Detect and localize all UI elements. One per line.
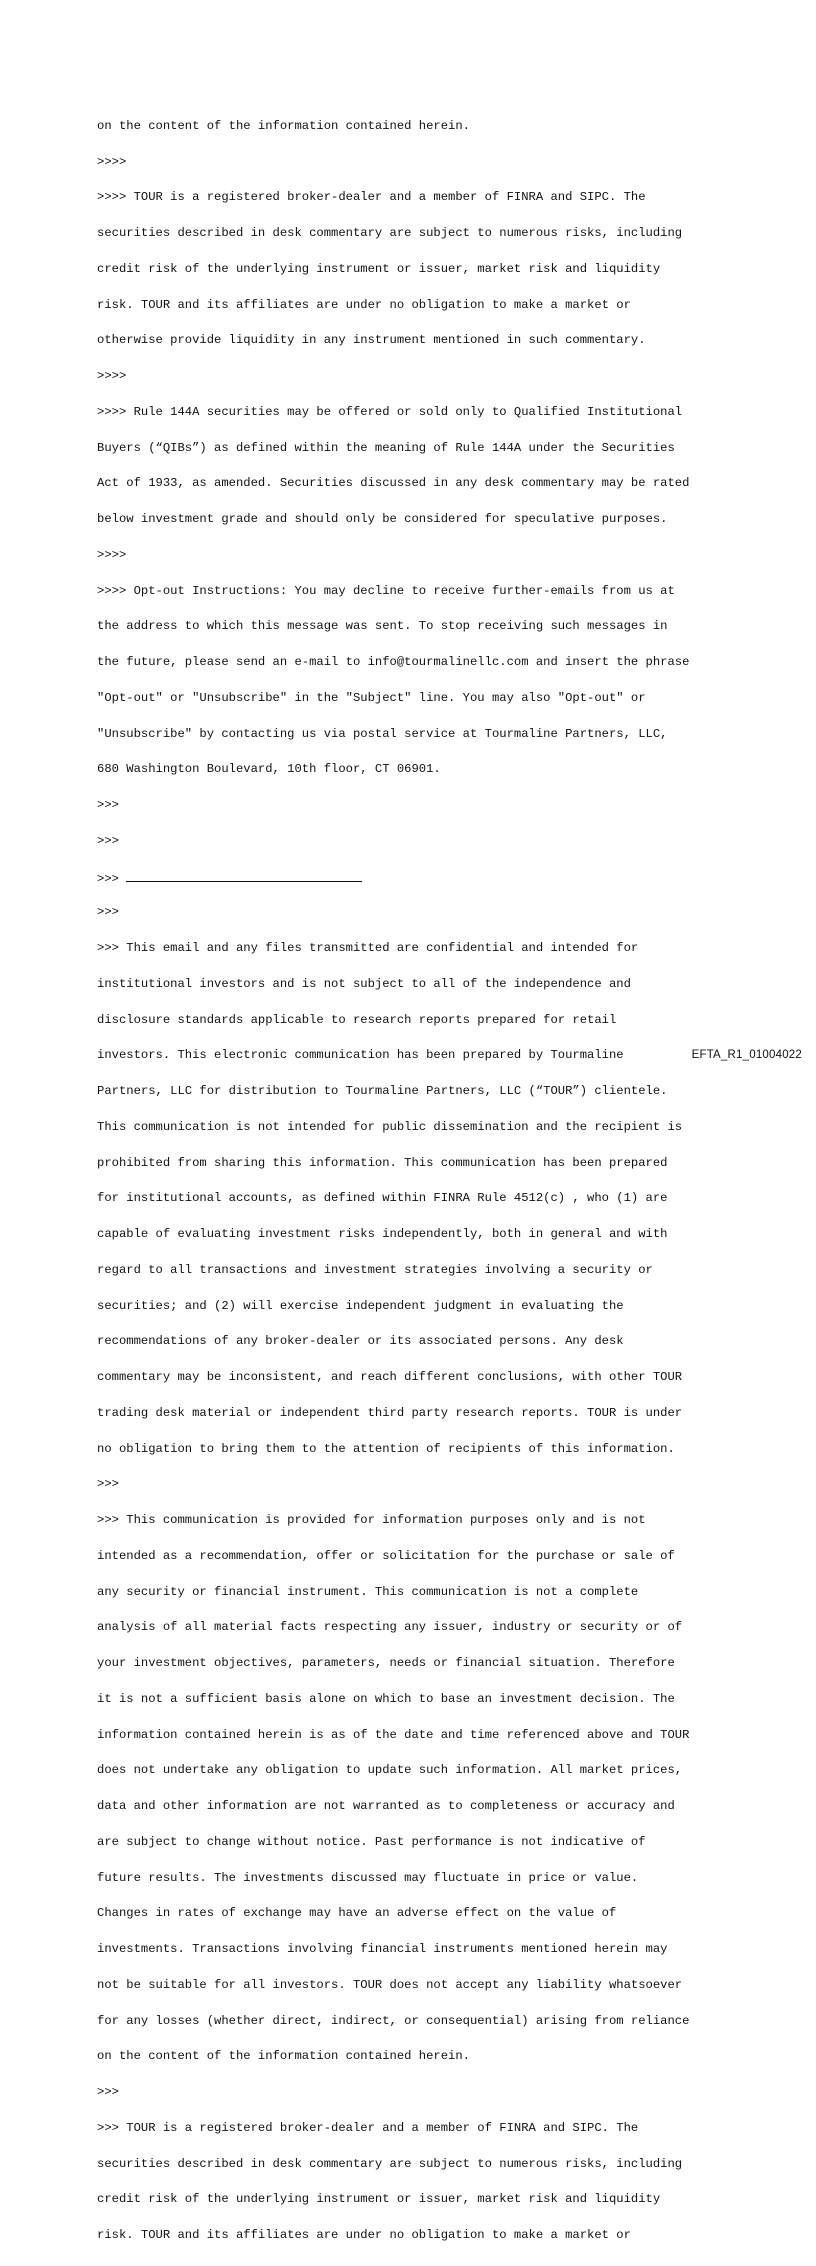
text-line: >>>	[97, 798, 119, 813]
text-line: 680 Washington Boulevard, 10th floor, CT 06901.	[97, 762, 441, 777]
text-line: prohibited from sharing this information. This communication has been prepared	[97, 1155, 668, 1170]
text-line: it is not a sufficient basis alone on which to base an investment decision. The	[97, 1691, 675, 1706]
text-line: information contained herein is as of the date and time referenced above and TOUR	[97, 1727, 690, 1742]
signature-rule-line	[97, 872, 777, 884]
text-line: on the content of the information contained herein.	[97, 118, 470, 133]
text-line: otherwise provide liquidity in any instrument mentioned in such commentary.	[97, 333, 646, 348]
text-line: institutional investors and is not subject to all of the independence and	[97, 976, 631, 991]
email-body-text	[97, 97, 777, 2266]
text-line: commentary may be inconsistent, and reach different conclusions, with other TOUR	[97, 1370, 683, 1385]
text-line: credit risk of the underlying instrument or issuer, market risk and liquidity	[97, 2192, 661, 2207]
text-line: >>>	[97, 833, 119, 848]
text-line: >>>	[97, 1477, 119, 1492]
text-line: no obligation to bring them to the attention of recipients of this information.	[97, 1441, 675, 1456]
text-line: "Unsubscribe" by contacting us via postal service at Tourmaline Partners, LLC,	[97, 726, 668, 741]
text-line: are subject to change without notice. Past performance is not indicative of	[97, 1834, 646, 1849]
text-line: This communication is not intended for public dissemination and the recipient is	[97, 1119, 683, 1134]
text-line: future results. The investments discussed may fluctuate in price or value.	[97, 1870, 639, 1885]
text-line: not be suitable for all investors. TOUR does not accept any liability whatsoever	[97, 1977, 683, 1992]
text-line: intended as a recommendation, offer or solicitation for the purchase or sale of	[97, 1548, 675, 1563]
text-line: risk. TOUR and its affiliates are under no obligation to make a market or	[97, 2228, 631, 2243]
text-line: >>> This communication is provided for information purposes only and is not	[97, 1513, 646, 1528]
text-line: >>>	[97, 2085, 119, 2100]
horizontal-rule	[126, 872, 362, 882]
text-line: >>>>	[97, 154, 127, 169]
text-line: investments. Transactions involving financial instruments mentioned herein may	[97, 1942, 668, 1957]
text-line: credit risk of the underlying instrument or issuer, market risk and liquidity	[97, 261, 661, 276]
text-line: regard to all transactions and investment strategies involving a security or	[97, 1262, 653, 1277]
text-line: Changes in rates of exchange may have an adverse effect on the value of	[97, 1906, 617, 1921]
text-line: >>>	[97, 871, 127, 886]
text-line: the future, please send an e-mail to info@tourmalinellc.com and insert the phrase	[97, 655, 690, 670]
text-line: analysis of all material facts respecting any issuer, industry or security or of	[97, 1620, 683, 1635]
text-line: risk. TOUR and its affiliates are under no obligation to make a market or	[97, 297, 631, 312]
text-line: trading desk material or independent third party research reports. TOUR is under	[97, 1405, 683, 1420]
text-line: "Opt-out" or "Unsubscribe" in the "Subject" line. You may also "Opt-out" or	[97, 690, 646, 705]
text-line: Partners, LLC for distribution to Tourmaline Partners, LLC (“TOUR”) clientele.	[97, 1084, 668, 1099]
text-line: >>>	[97, 905, 119, 920]
text-line: >>>> Rule 144A securities may be offered or sold only to Qualified Institutional	[97, 404, 683, 419]
text-line: below investment grade and should only be considered for speculative purposes.	[97, 512, 668, 527]
text-line: >>> TOUR is a registered broker-dealer and a member of FINRA and SIPC. The	[97, 2120, 639, 2135]
text-line: Act of 1933, as amended. Securities discussed in any desk commentary may be rated	[97, 476, 690, 491]
text-line: your investment objectives, parameters, needs or financial situation. Therefore	[97, 1656, 675, 1671]
text-line: >>>> TOUR is a registered broker-dealer and a member of FINRA and SIPC. The	[97, 190, 646, 205]
text-line: >>>>	[97, 369, 127, 384]
text-line: does not undertake any obligation to update such information. All market prices,	[97, 1763, 683, 1778]
text-line: data and other information are not warranted as to completeness or accuracy and	[97, 1799, 675, 1814]
text-line: investors. This electronic communication has been prepared by Tourmaline	[97, 1048, 624, 1063]
text-line: for any losses (whether direct, indirect, or consequential) arising from reliance	[97, 2013, 690, 2028]
text-line: for institutional accounts, as defined within FINRA Rule 4512(c) , who (1) are	[97, 1191, 668, 1206]
text-line: recommendations of any broker-dealer or its associated persons. Any desk	[97, 1334, 624, 1349]
text-line: securities; and (2) will exercise independent judgment in evaluating the	[97, 1298, 624, 1313]
text-line: disclosure standards applicable to research reports prepared for retail	[97, 1012, 617, 1027]
text-line: the address to which this message was sent. To stop receiving such messages in	[97, 619, 668, 634]
text-line: any security or financial instrument. This communication is not a complete	[97, 1584, 639, 1599]
text-line: on the content of the information contained herein.	[97, 2049, 470, 2064]
text-line: capable of evaluating investment risks independently, both in general and with	[97, 1227, 668, 1242]
document-id-stamp: EFTA_R1_01004022	[691, 1049, 802, 1061]
text-line: securities described in desk commentary are subject to numerous risks, including	[97, 2156, 683, 2171]
text-line: securities described in desk commentary are subject to numerous risks, including	[97, 226, 683, 241]
text-line: >>>>	[97, 547, 127, 562]
text-line: >>>> Opt-out Instructions: You may decline to receive further-emails from us at	[97, 583, 675, 598]
text-line: Buyers (“QIBs”) as defined within the meaning of Rule 144A under the Securities	[97, 440, 675, 455]
text-line: >>> This email and any files transmitted are confidential and intended for	[97, 941, 639, 956]
